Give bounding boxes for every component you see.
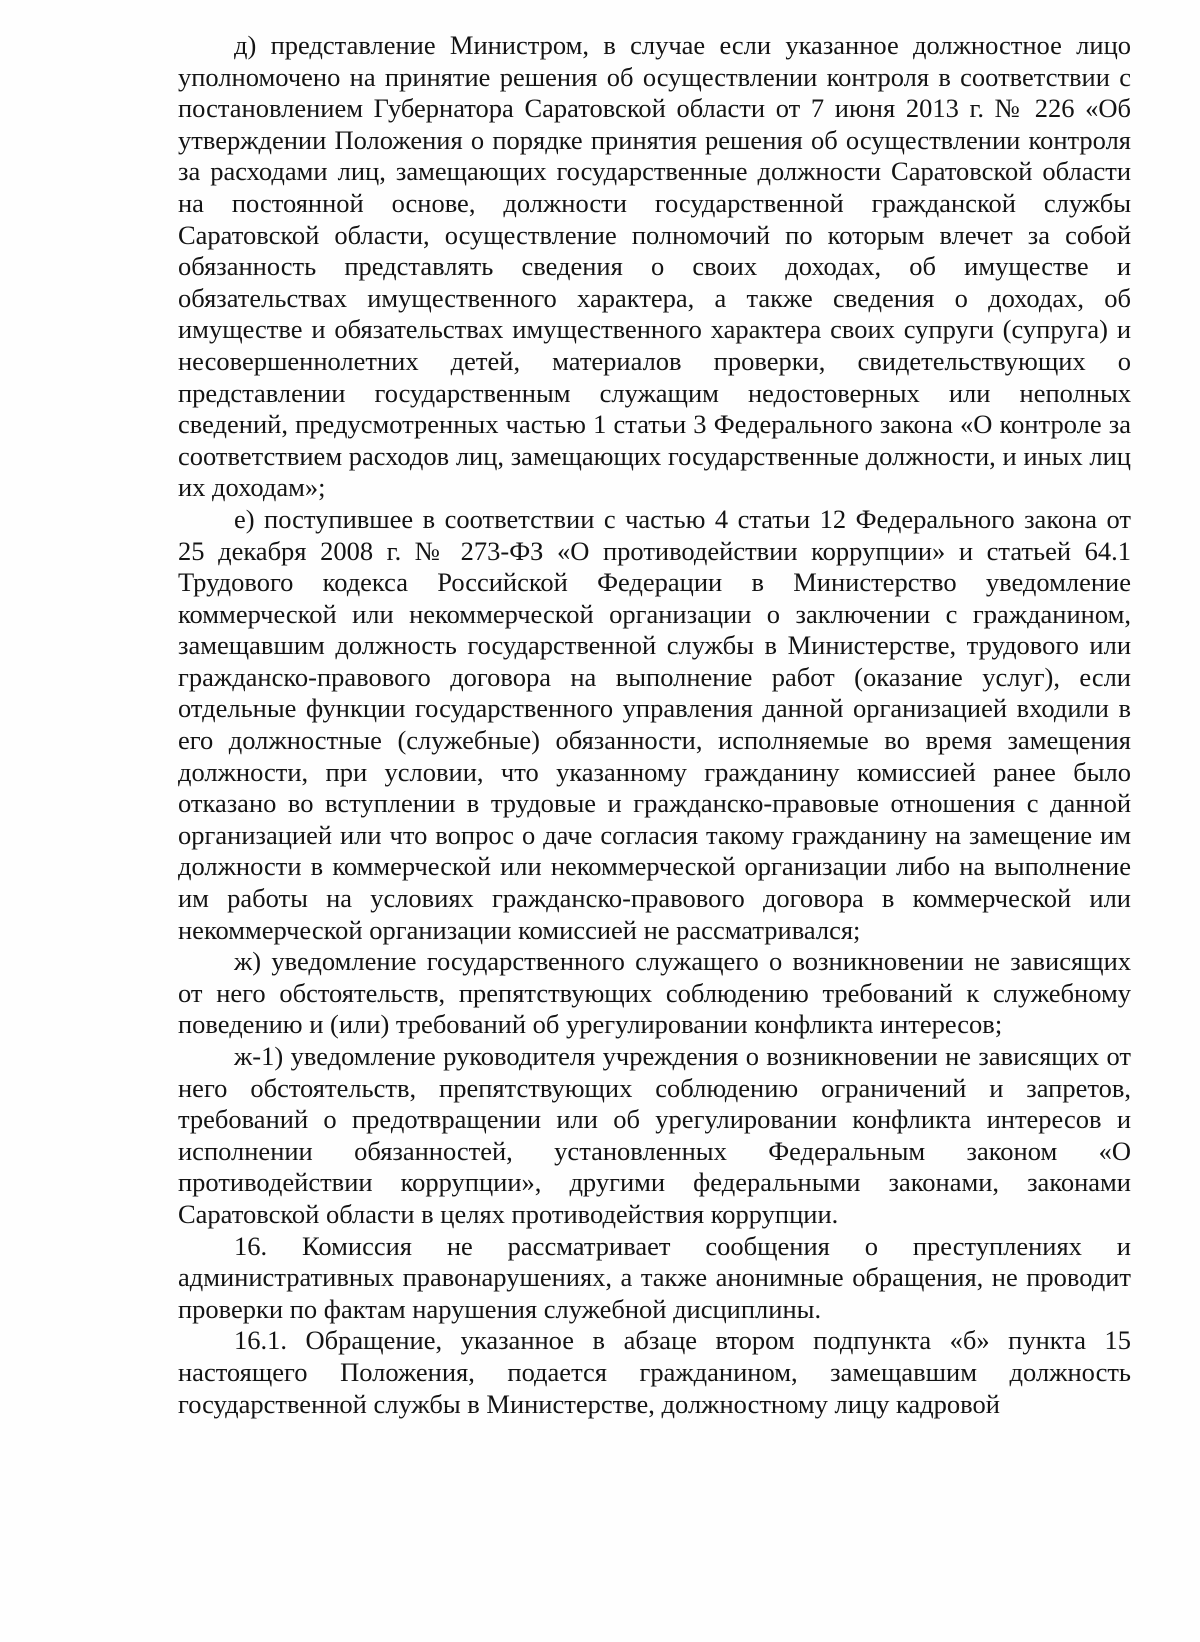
- paragraph-d: д) представление Министром, в случае если указанное должностное лицо уполномочено на принятие решения об осуществлении контроля в соответствии с постановлением Губернатора Саратовской области от 7 июня 2013 г. № 226 «Об утверждении Положения о порядке принятия решения об осуществлении контроля за расходами лиц, замещающих государственные должности Саратовской области на постоянной основе, должности государственной гражданской службы Саратовской области, осуществление полномочий по которым влечет за собой обязанность представлять сведения о своих доходах, об имуществе и обязательствах имущественного характера, а также сведения о доходах, об имуществе и обязательствах имущественного характера своих супруги (супруга) и несовершеннолетних детей, материалов проверки, свидетельствующих о представлении государственным служащим недостоверных или неполных сведений, предусмотренных частью 1 статьи 3 Федерального закона «О контроле за соответствием расходов лиц, замещающих государственные должности, и иных лиц их доходам»;: [178, 30, 1131, 503]
- paragraph-16: 16. Комиссия не рассматривает сообщения о преступлениях и административных правонарушениях, а также анонимные обращения, не проводит проверки по фактам нарушения служебной дисциплины.: [178, 1230, 1131, 1324]
- paragraph-zh-1: ж-1) уведомление руководителя учреждения о возникновении не зависящих от него обстоятельств, препятствующих соблюдению ограничений и запретов, требований о предотвращении или об урегулировании конфликта интересов и исполнении обязанностей, установленных Федеральным законом «О противодействии коррупции», другими федеральными законами, законами Саратовской области в целях противодействия коррупции.: [178, 1041, 1131, 1229]
- paragraph-e: е) поступившее в соответствии с частью 4 статьи 12 Федерального закона от 25 декабря 2008 г. № 273-ФЗ «О противодействии коррупции» и статьей 64.1 Трудового кодекса Российской Федерации в Министерство уведомление коммерческой или некоммерческой организации о заключении с гражданином, замещавшим должность государственной службы в Министерстве, трудового или гражданско-правового договора на выполнение работ (оказание услуг), если отдельные функции государственного управления данной организацией входили в его должностные (служебные) обязанности, исполняемые во время замещения должности, при условии, что указанному гражданину комиссией ранее было отказано во вступлении в трудовые и гражданско-правовые отношения с данной организацией или что вопрос о даче согласия такому гражданину на замещение им должности в коммерческой или некоммерческой организации либо на выполнение им работы на условиях гражданско-правового договора в коммерческой или некоммерческой организации комиссией не рассматривался;: [178, 503, 1131, 945]
- document-body: [178, 30, 1131, 1420]
- paragraph-16-1: 16.1. Обращение, указанное в абзаце втором подпункта «б» пункта 15 настоящего Положения, подается гражданином, замещавшим должность государственной службы в Министерстве, должностному лицу кадровой: [178, 1325, 1131, 1419]
- paragraph-zh: ж) уведомление государственного служащего о возникновении не зависящих от него обстоятельств, препятствующих соблюдению требований к служебному поведению и (или) требований об урегулировании конфликта интересов;: [178, 946, 1131, 1040]
